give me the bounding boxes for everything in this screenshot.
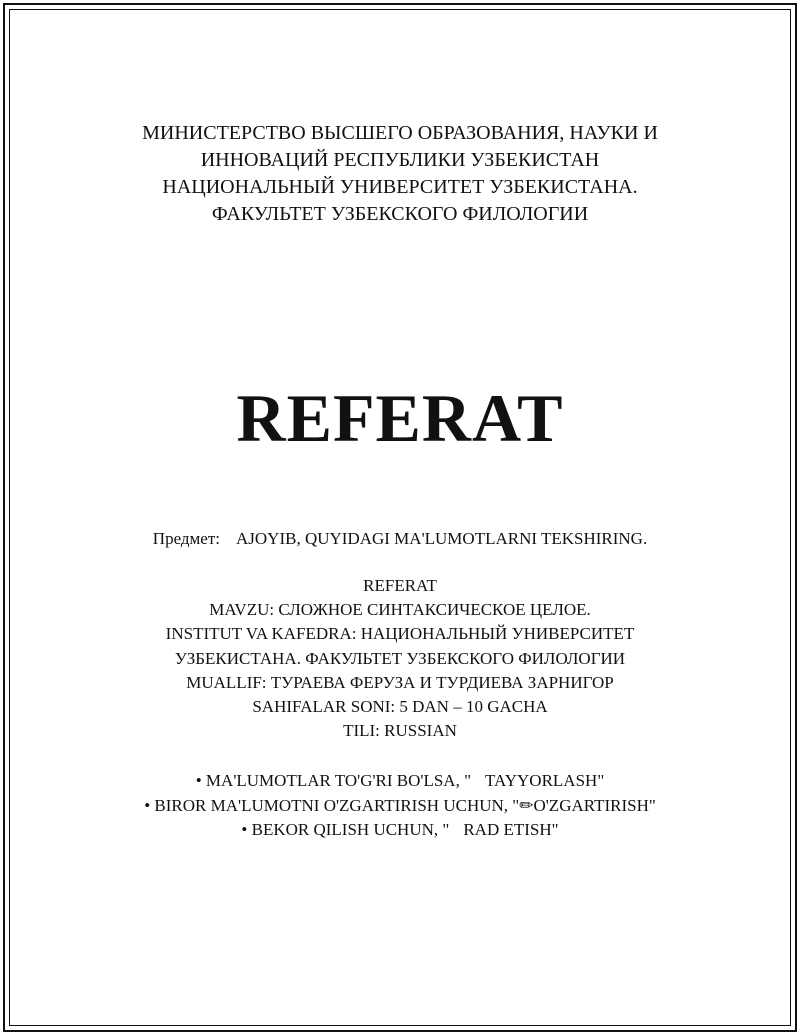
header-line: НАЦИОНАЛЬНЫЙ УНИВЕРСИТЕТ УЗБЕКИСТАНА. [162,176,638,198]
action-text: • MA'LUMOTLAR TO'G'RI BO'LSA, " [195,771,472,790]
header-line: ИННОВАЦИЙ РЕСПУБЛИКИ УЗБЕКИСТАН [200,149,600,171]
subject-line [0,527,800,551]
subject-value: AJOYIB, QUYIDAGI MA'LUMOTLARNI TEKSHIRING. [236,529,648,548]
info-line-institute-cont: УЗБЕКИСТАНА. ФАКУЛЬТЕТ УЗБЕКСКОГО ФИЛОЛОГИИ [174,648,626,668]
info-line-author: MUALLIF: ТУРАЕВА ФЕРУЗА И ТУРДИЕВА ЗАРНИГОР [186,672,614,692]
info-line-topic: MAVZU: СЛОЖНОЕ СИНТАКСИЧЕСКОЕ ЦЕЛОЕ. [209,600,591,620]
action-item-cancel [0,818,800,843]
header-line: МИНИСТЕРСТВО ВЫСШЕГО ОБРАЗОВАНИЯ, НАУКИ И [142,122,658,144]
action-text: • BIROR MA'LUMOTNI O'ZGARTIRISH UCHUN, "✏ [144,795,534,815]
info-line-pages: SAHIFALAR SONI: 5 DAN – 10 GACHA [252,697,548,717]
prepare-action[interactable]: TAYYORLASH" [485,771,605,790]
institution-header [0,120,800,228]
info-line-institute: INSTITUT VA KAFEDRA: НАЦИОНАЛЬНЫЙ УНИВЕРСИТЕТ [165,624,635,644]
info-line-language: TILI: RUSSIAN [343,721,457,741]
document-title: REFERAT [236,380,564,456]
edit-action[interactable]: O'ZGARTIRISH" [533,795,656,815]
cancel-action[interactable]: RAD ETISH" [463,820,559,839]
action-instructions [0,769,800,843]
action-item-prepare [0,769,800,794]
action-text: • BEKOR QILISH UCHUN, " [241,820,450,839]
action-item-edit [0,794,800,819]
document-info [0,574,800,743]
info-line-type: REFERAT [363,576,437,595]
subject-label: Предмет: [152,529,220,548]
header-line: ФАКУЛЬТЕТ УЗБЕКСКОГО ФИЛОЛОГИИ [211,203,589,225]
